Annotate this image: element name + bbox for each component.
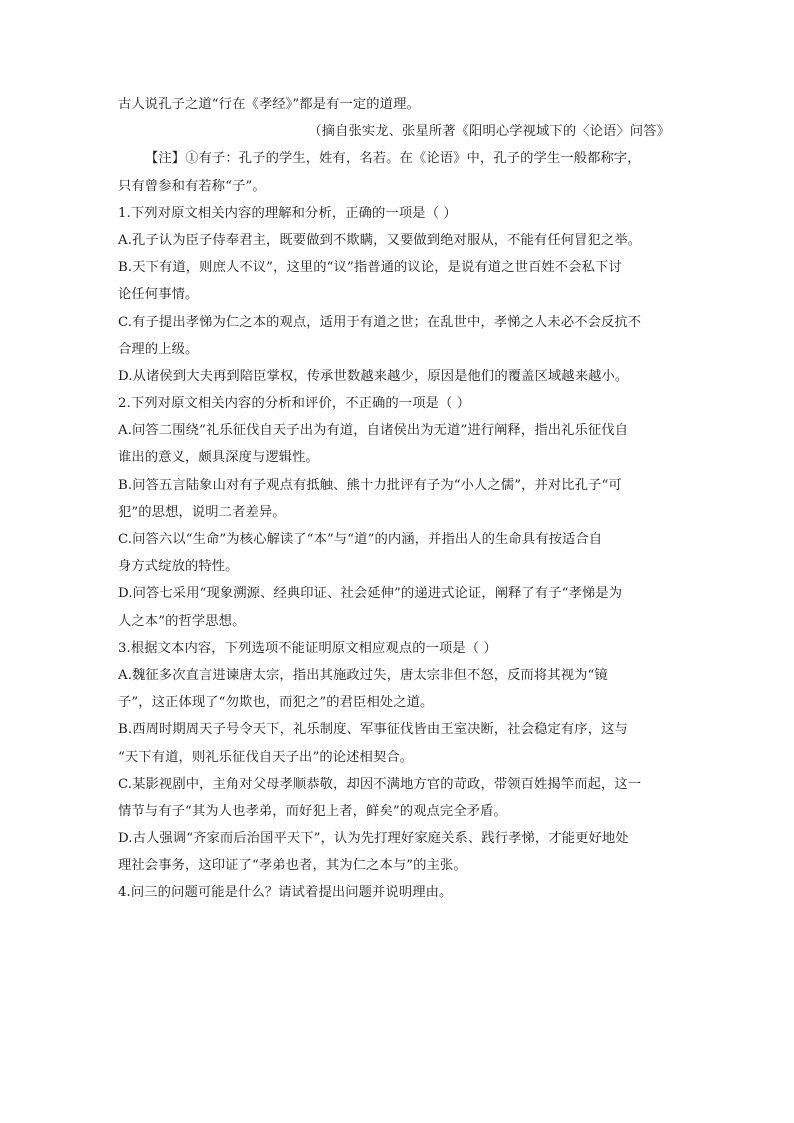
q2-option-a: A.问答二围绕“礼乐征伐自天子出为有道，自诸侯出为无道”进行阐释，指出礼乐征伐自: [118, 423, 629, 439]
q3-option-b: B.西周时期周天子号令天下，礼乐制度、军事征伐皆由王室决断，社会稳定有序，这与: [118, 722, 628, 738]
q3-option-a-cont: 子”，这正体现了“勿欺也，而犯之”的君臣相处之道。: [118, 695, 434, 711]
q1-option-c-cont: 合理的上级。: [118, 341, 199, 357]
q3-option-d-cont: 理社会事务，这印证了“孝弟也者，其为仁之本与”的主张。: [118, 858, 467, 874]
q1-option-d: D.从诸侯到大夫再到陪臣掌权，传承世数越来越少，原因是他们的覆盖区域越来越小。: [118, 368, 629, 384]
text-line: 只有曾参和有若称“子”。: [118, 178, 266, 194]
q3-option-c: C.某影视剧中，主角对父母孝顺恭敬，却因不满地方官的苛政，带领百姓揭竿而起，这一: [118, 776, 642, 792]
q2-option-d: D.问答七采用“现象溯源、经典印证、社会延伸”的递进式论证，阐释了有子“孝悌是为: [118, 586, 623, 602]
q3-option-c-cont: 情节与有子“其为人也孝弟，而好犯上者，鲜矣”的观点完全矛盾。: [118, 803, 507, 819]
q2-option-a-cont: 谁出的意义，颇具深度与逻辑性。: [118, 450, 319, 466]
q2-option-d-cont: 人之本”的哲学思想。: [118, 613, 246, 629]
q3-option-a: A.魏征多次直言进谏唐太宗，指出其施政过失，唐太宗非但不怒，反而将其视为“镜: [118, 667, 608, 683]
q1-option-c: C.有子提出孝悌为仁之本的观点，适用于有道之世；在乱世中，孝悌之人未必不会反抗不: [118, 314, 642, 330]
question-4: 4.问三的问题可能是什么？请试着提出问题并说明理由。: [118, 885, 453, 901]
q2-option-b: B.问答五言陆象山对有子观点有抵触、熊十力批评有子为“小人之儒”，并对比孔子“可: [118, 477, 622, 493]
q1-option-b-cont: 论任何事情。: [118, 287, 199, 303]
q2-option-c: C.问答六以“生命”为核心解读了“本”与“道”的内涵，并指出人的生命具有按适合自: [118, 532, 603, 547]
q3-option-d: D.古人强调“齐家而后治国平天下”，认为先打理好家庭关系、践行孝悌，才能更好地处: [118, 831, 629, 847]
question-3: 3.根据文本内容，下列选项不能证明原文相应观点的一项是（ ）: [118, 640, 497, 656]
annotation-note: 【注】①有子：孔子的学生，姓有，名若。在《论语》中，孔子的学生一般都称字，: [145, 151, 641, 167]
q1-option-b: B.天下有道，则庶人不议”，这里的“议”指普通的议论，是说有道之世百姓不会私下讨: [118, 260, 622, 276]
question-2: 2.下列对原文相关内容的分析和评价，不正确的一项是（ ）: [118, 396, 471, 412]
document-body: [118, 91, 670, 907]
question-1: 1.下列对原文相关内容的理解和分析，正确的一项是（ ）: [118, 205, 457, 221]
q2-option-c-cont: 身方式绽放的特性。: [118, 559, 239, 575]
text-line: 古人说孔子之道“行在《孝经》”都是有一定的道理。: [118, 97, 420, 112]
q1-option-a: A.孔子认为臣子侍奉君主，既要做到不欺瞒，又要做到绝对服从，不能有任何冒犯之举。: [118, 232, 642, 248]
q2-option-b-cont: 犯”的思想，说明二者差异。: [118, 504, 286, 520]
source-citation: （摘自张实龙、张星所著《阳明心学视域下的〈论语〉问答》: [308, 124, 670, 140]
q3-option-b-cont: “天下有道，则礼乐征伐自天子出”的论述相契合。: [118, 749, 414, 765]
